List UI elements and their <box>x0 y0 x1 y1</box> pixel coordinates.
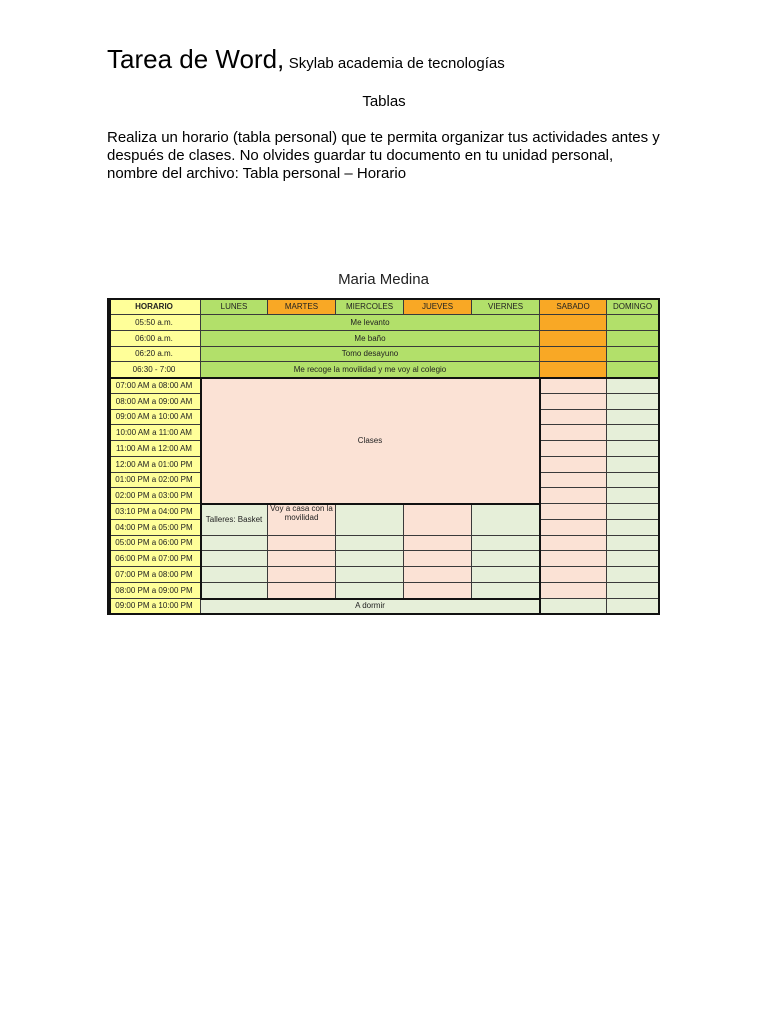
activity-workshops: Talleres: Basket <box>201 504 268 536</box>
sunday-cell <box>607 599 659 615</box>
schedule-title: Maria Medina <box>338 271 429 288</box>
empty-cell <box>472 583 540 599</box>
instructions-paragraph: Realiza un horario (tabla personal) que te permita organizar tus actividades antes y después de clases. No olvides guardar tu documento en tu unidad personal, nombre del archivo: Tabla personal – Horario <box>107 129 660 182</box>
activity-breakfast: Tomo desayuno <box>201 347 540 363</box>
sunday-cell <box>607 425 659 441</box>
time-cell: 04:00 PM a 05:00 PM <box>108 520 201 536</box>
time-cell: 06:00 a.m. <box>108 331 201 347</box>
saturday-cell <box>540 536 607 552</box>
sunday-cell <box>607 536 659 552</box>
sunday-cell <box>607 567 659 583</box>
saturday-cell <box>540 425 607 441</box>
empty-cell <box>336 504 404 536</box>
document-heading <box>107 44 505 75</box>
empty-cell <box>336 536 404 552</box>
saturday-cell <box>540 488 607 504</box>
saturday-cell <box>540 315 607 331</box>
header-horario: HORARIO <box>108 299 201 315</box>
header-viernes: VIERNES <box>472 299 540 315</box>
time-cell: 07:00 PM a 08:00 PM <box>108 567 201 583</box>
header-domingo: DOMINGO <box>607 299 659 315</box>
saturday-cell <box>540 394 607 410</box>
empty-cell <box>404 583 472 599</box>
time-cell: 05:00 PM a 06:00 PM <box>108 536 201 552</box>
empty-cell <box>268 536 336 552</box>
saturday-cell <box>540 520 607 536</box>
sunday-cell <box>607 457 659 473</box>
schedule-table-image <box>108 268 659 623</box>
header-martes: MARTES <box>268 299 336 315</box>
empty-cell <box>404 536 472 552</box>
empty-cell <box>201 551 268 567</box>
saturday-cell <box>540 441 607 457</box>
empty-cell <box>472 504 540 536</box>
empty-cell <box>472 551 540 567</box>
saturday-cell <box>540 504 607 520</box>
sunday-cell <box>607 520 659 536</box>
time-cell: 02:00 PM a 03:00 PM <box>108 488 201 504</box>
time-cell: 08:00 PM a 09:00 PM <box>108 583 201 599</box>
empty-cell <box>404 551 472 567</box>
saturday-cell <box>540 599 607 615</box>
empty-cell <box>268 567 336 583</box>
activity-home: Voy a casa con la movilidad <box>268 504 336 536</box>
sunday-cell <box>607 441 659 457</box>
time-cell: 05:50 a.m. <box>108 315 201 331</box>
sunday-cell <box>607 504 659 520</box>
sunday-cell <box>607 583 659 599</box>
activity-wake: Me levanto <box>201 315 540 331</box>
empty-cell <box>472 536 540 552</box>
time-cell: 01:00 PM a 02:00 PM <box>108 473 201 489</box>
sunday-cell <box>607 331 659 347</box>
saturday-cell <box>540 331 607 347</box>
empty-cell <box>336 583 404 599</box>
saturday-cell <box>540 567 607 583</box>
sunday-cell <box>607 488 659 504</box>
time-cell: 11:00 AM a 12:00 AM <box>108 441 201 457</box>
empty-cell <box>201 583 268 599</box>
activity-bath: Me baño <box>201 331 540 347</box>
sunday-cell <box>607 347 659 363</box>
time-cell: 06:20 a.m. <box>108 347 201 363</box>
saturday-cell <box>540 347 607 363</box>
section-title: Tablas <box>362 93 406 110</box>
sunday-cell <box>607 378 659 394</box>
sunday-cell <box>607 551 659 567</box>
sunday-cell <box>607 362 659 378</box>
activity-pickup: Me recoge la movilidad y me voy al colegio <box>201 362 540 378</box>
time-cell: 09:00 PM a 10:00 PM <box>108 599 201 615</box>
document-title: Tarea de Word, <box>107 44 285 74</box>
activity-sleep: A dormir <box>201 599 540 615</box>
time-cell: 03:10 PM a 04:00 PM <box>108 504 201 520</box>
activity-classes: Clases <box>201 378 540 504</box>
saturday-cell <box>540 551 607 567</box>
sunday-cell <box>607 394 659 410</box>
empty-cell <box>268 551 336 567</box>
empty-cell <box>404 504 472 536</box>
time-cell: 09:00 AM a 10:00 AM <box>108 410 201 426</box>
saturday-cell <box>540 362 607 378</box>
saturday-cell <box>540 457 607 473</box>
empty-cell <box>201 536 268 552</box>
sunday-cell <box>607 473 659 489</box>
time-cell: 07:00 AM a 08:00 AM <box>108 378 201 394</box>
saturday-cell <box>540 410 607 426</box>
empty-cell <box>268 583 336 599</box>
header-lunes: LUNES <box>201 299 268 315</box>
empty-cell <box>336 567 404 583</box>
empty-cell <box>201 567 268 583</box>
header-jueves: JUEVES <box>404 299 472 315</box>
time-cell: 06:00 PM a 07:00 PM <box>108 551 201 567</box>
header-sabado: SABADO <box>540 299 607 315</box>
time-cell: 06:30 - 7:00 <box>108 362 201 378</box>
header-miercoles: MIERCOLES <box>336 299 404 315</box>
saturday-cell <box>540 473 607 489</box>
time-cell: 12:00 AM a 01:00 PM <box>108 457 201 473</box>
sunday-cell <box>607 315 659 331</box>
empty-cell <box>336 551 404 567</box>
saturday-cell <box>540 583 607 599</box>
empty-cell <box>404 567 472 583</box>
empty-cell <box>472 567 540 583</box>
time-cell: 08:00 AM a 09:00 AM <box>108 394 201 410</box>
sunday-cell <box>607 410 659 426</box>
time-cell: 10:00 AM a 11:00 AM <box>108 425 201 441</box>
document-subtitle-inline: Skylab academia de tecnologías <box>288 55 505 72</box>
saturday-cell <box>540 378 607 394</box>
